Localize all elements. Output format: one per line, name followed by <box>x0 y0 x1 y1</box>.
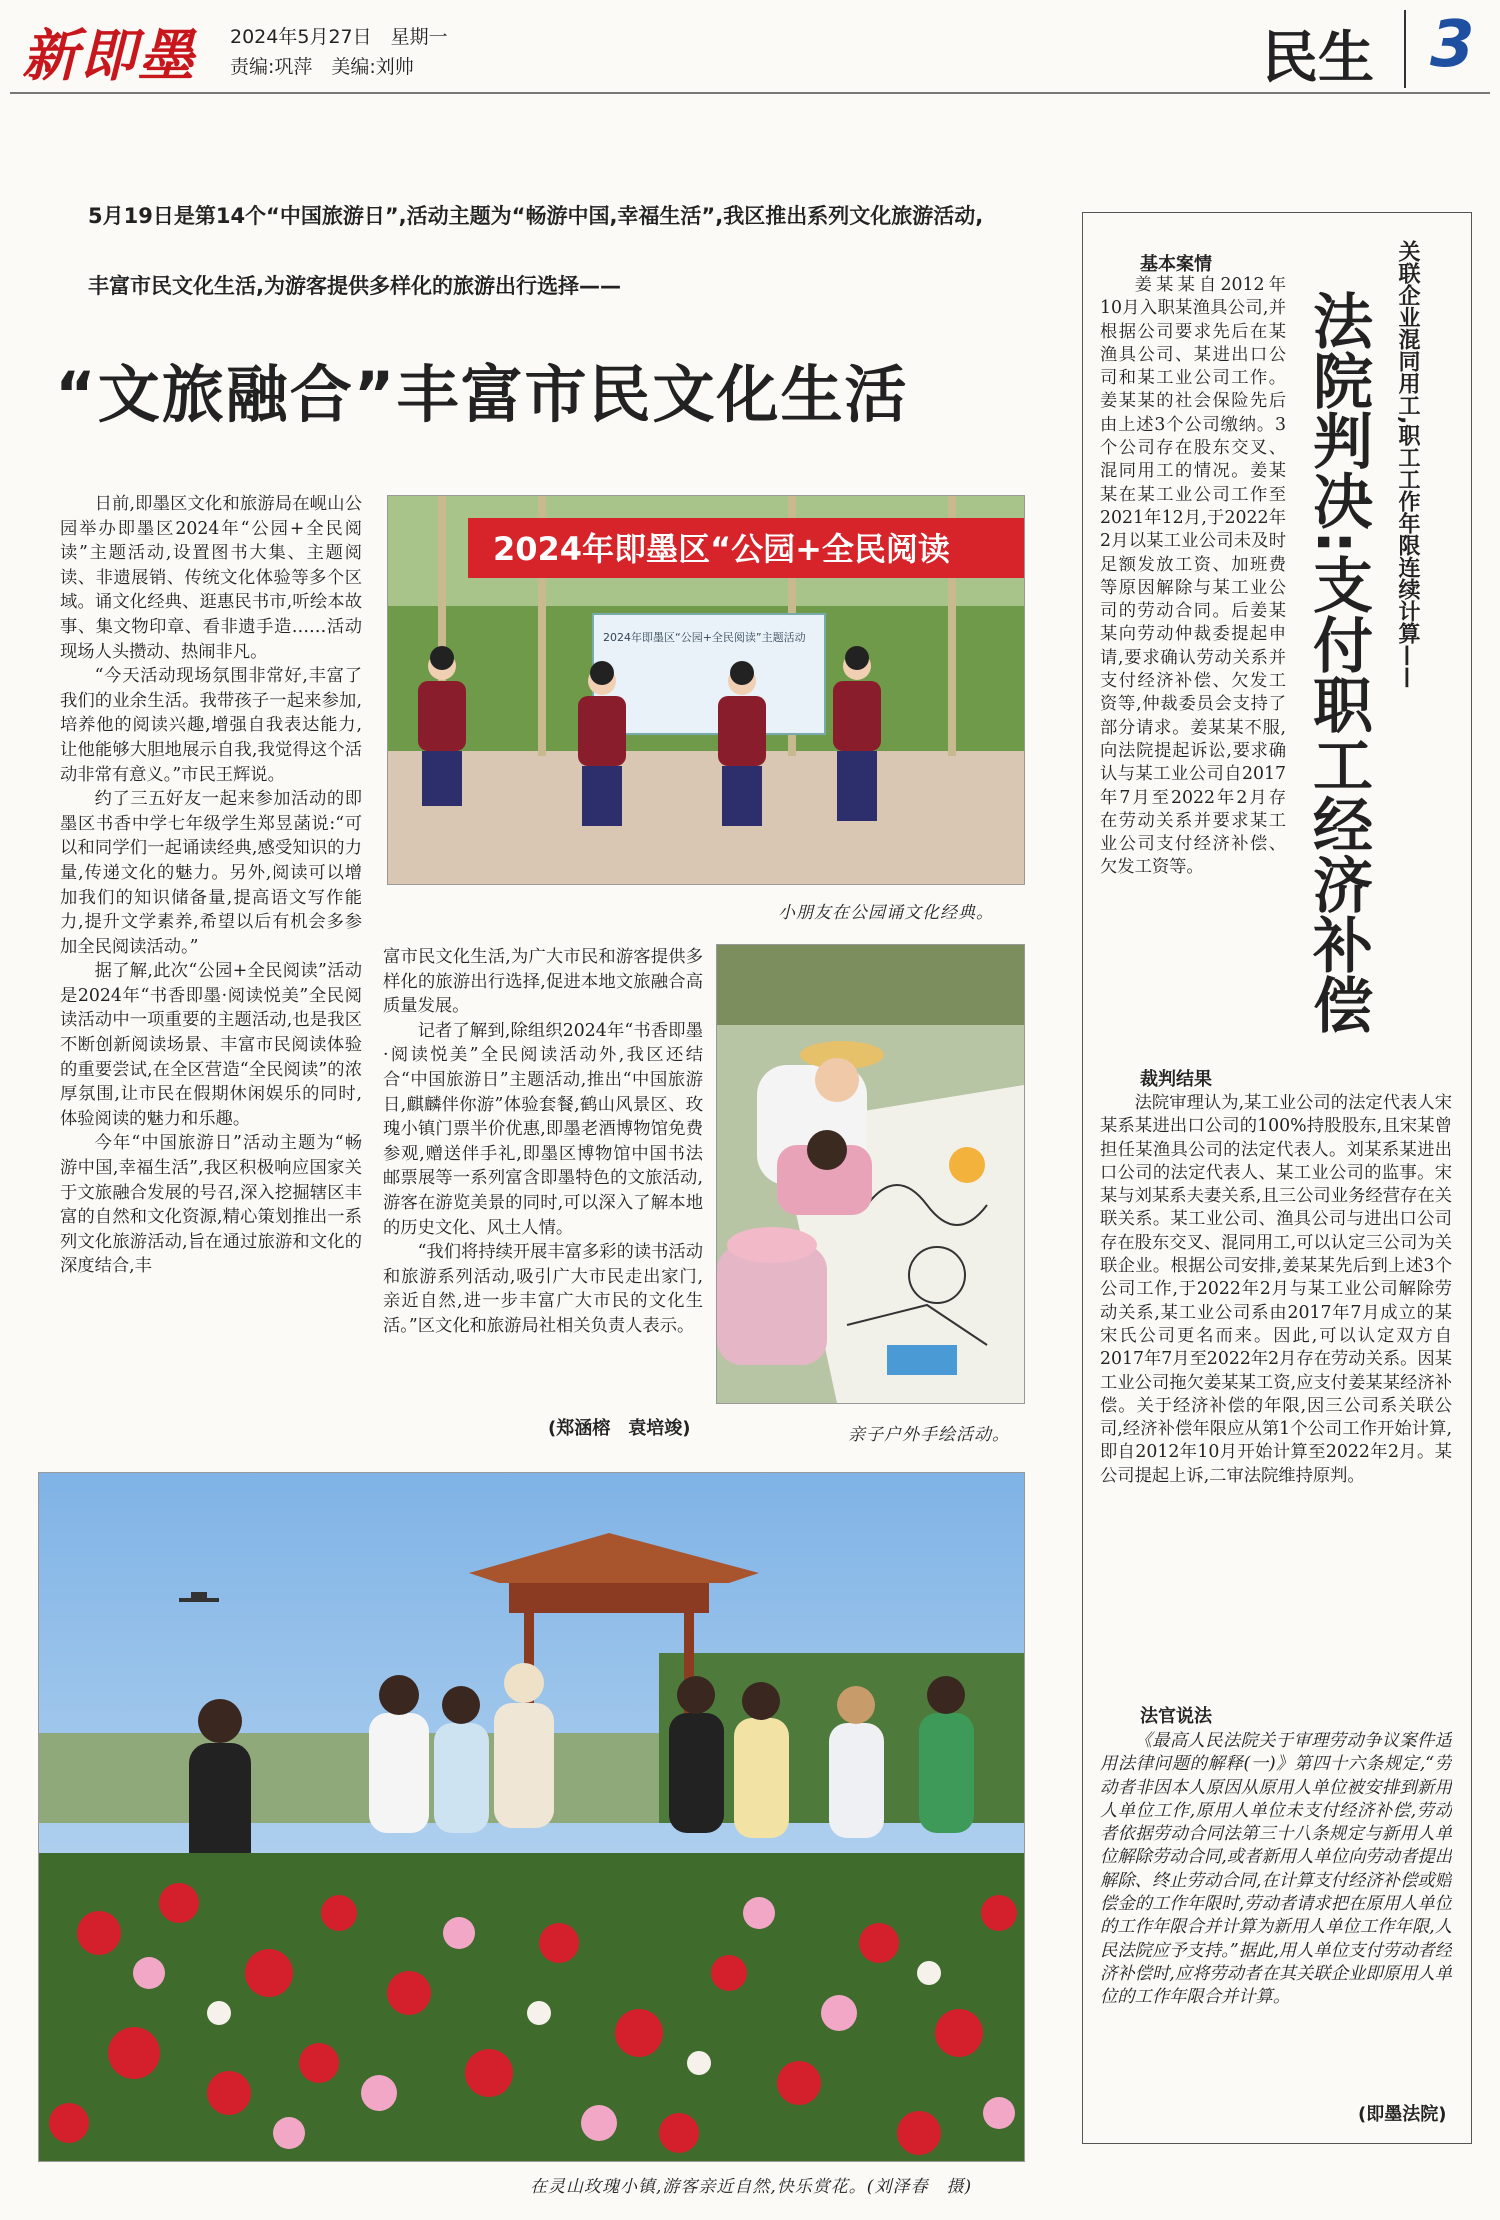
judge-comment-paragraph: 《最高人民法院关于审理劳动争议案件适用法律问题的解释(一)》第四十六条规定,“劳动者非因本人原因从原用人单位被安排到新用人单位工作,原用人单位未支付经济补偿,劳动者依据劳动合同法第三十八条规定与新用人单位解除劳动合同,或者新用人单位向劳动者提出解除、终止劳动合同,在计算支付经济补偿或赔偿金的工作年限时,劳动者请求把在原用人单位的工作年限合并计算为新用人单位工作年限,人民法院应予支持。”据此,用人单位支付劳动者经济补偿时,应将劳动者在其关联企业即原用人单位的工作年限合并计算。 <box>1100 1731 1452 2008</box>
ruling-text <box>1100 1092 1452 1712</box>
story-headline: “文旅融合”丰富市民文化生活 <box>55 358 909 431</box>
basic-facts-paragraph: 姜某某自2012年10月入职某渔具公司,并根据公司要求先后在某渔具公司、某进出口公司和某工业公司工作。姜某某的社会保险先后由上述3个公司缴纳。3个公司存在股东交叉、混同用工的情况。姜某某在某工业公司工作至2021年12月,于2022年2月以某工业公司未及时足额发放工资、加班费等原因解除与某工业公司的劳动合同。后姜某某向劳动仲裁委提起申请,要求确认劳动关系并支付经济补偿、欠发工资等,仲裁委员会支持了部分请求。姜某某不服,向法院提起诉讼,要求确认与某工业公司自2017年7月至2022年2月存在劳动关系并要求某工业公司支付经济补偿、欠发工资等。 <box>1100 275 1286 878</box>
sidebar-kicker: 关联企业混同用工,职工工作年限连续计算—— <box>1395 240 1420 689</box>
section-name: 民生 <box>1262 26 1374 91</box>
issue-date: 2024年5月27日 星期一 <box>230 26 448 48</box>
story-paragraph: 约了三五好友一起来参加活动的即墨区书香中学七年级学生郑昱菡说:“可以和同学们一起诵读经典,感受知识的力量,传递文化的魅力。另外,阅读可以增加我们的知识储备量,提高语文写作能力,提升文学素养,希望以后有机会多参加全民阅读活动。” <box>60 789 362 957</box>
banner-text: 2024年即墨区“公园+全民阅读 <box>493 530 950 568</box>
story-paragraph: “今天活动现场氛围非常好,丰富了我们的业余生活。我带孩子一起来参加,培养他的阅读兴趣,增强自我表达能力,让他能够大胆地展示自我,我觉得这个活动非常有意义。”市民王辉说。 <box>60 666 362 785</box>
story-paragraph: 日前,即墨区文化和旅游局在岘山公园举办即墨区2024年“公园+全民阅读”主题活动,设置图书大集、主题阅读、非遗展销、传统文化体验等多个区域。诵文化经典、逛惠民书市,听绘本故事、集文物印章、看非遗手造……活动现场人头攒动、热闹非凡。 <box>60 494 362 662</box>
story-column-1 <box>60 492 362 1442</box>
photo-children-reciting <box>387 495 1025 885</box>
photo-children-reciting-image <box>388 496 1024 884</box>
photo-outdoor-drawing-image <box>717 945 1024 1403</box>
basic-facts-text <box>1100 274 1286 1064</box>
basic-facts-heading: 基本案情 <box>1140 254 1212 275</box>
newspaper-logo: 新即墨 <box>22 23 196 89</box>
story-paragraph: 据了解,此次“公园+全民阅读”活动是2024年“书香即墨·阅读悦美”全民阅读活动中一项重要的主题活动,也是我区不断创新阅读场景、丰富市民阅读体验的重要尝试,在全区营造“全民阅读”的浓厚氛围,让市民在假期休闲娱乐的同时,体验阅读的魅力和乐趣。 <box>60 961 362 1129</box>
judge-comment-heading: 法官说法 <box>1140 1706 1212 1727</box>
story-paragraph: 记者了解到,除组织2024年“书香即墨·阅读悦美”全民阅读活动外,我区还结合“中国旅游日”主题活动,推出“中国旅游日,麒麟伴你游”体验套餐,鹤山风景区、玫瑰小镇门票半价优惠,即墨老酒博物馆免费参观,赠送伴手礼,即墨区博物馆中国书法邮票展等一系列富含即墨特色的文旅活动,游客在游览美景的同时,可以深入了解本地的历史文化、风土人情。 <box>383 1020 703 1238</box>
header-rule <box>10 92 1490 94</box>
photo3-caption: 在灵山玫瑰小镇,游客亲近自然,快乐赏花。(刘泽春 摄) <box>530 2177 973 2197</box>
story-paragraph: 富市民文化生活,为广大市民和游客提供多样化的旅游出行选择,促进本地文旅融合高质量发展。 <box>383 947 703 1017</box>
header-divider <box>1404 10 1406 88</box>
sidebar-title: 法院判决:支付职工经济补偿 <box>1303 290 1373 1034</box>
photo-rose-garden-image <box>39 1473 1024 2161</box>
page-number: 3 <box>1430 8 1475 82</box>
story-paragraph: “我们将持续开展丰富多彩的读书活动和旅游系列活动,吸引广大市民走出家门,亲近自然,进一步丰富广大市民的文化生活。”区文化和旅游局社相关负责人表示。 <box>383 1242 703 1336</box>
sidebar-source: (即墨法院) <box>1358 2104 1447 2125</box>
photo-rose-garden <box>38 1472 1025 2162</box>
story-lead-line-2: 丰富市民文化生活,为游客提供多样化的旅游出行选择—— <box>88 274 621 298</box>
story-paragraph: 今年“中国旅游日”活动主题为“畅游中国,幸福生活”,我区积极响应国家关于文旅融合发展的号召,深入挖掘辖区丰富的自然和文化资源,精心策划推出一系列文化旅游活动,旨在通过旅游和文化的深度结合,丰 <box>60 1133 362 1277</box>
story-byline: (郑涵榕 袁培竣) <box>548 1418 691 1439</box>
ruling-heading: 裁判结果 <box>1140 1069 1212 1090</box>
editor-credits: 责编:巩萍 美编:刘帅 <box>230 56 414 78</box>
photo-outdoor-drawing <box>716 944 1025 1404</box>
photo2-caption: 亲子户外手绘活动。 <box>848 1425 1010 1445</box>
story-lead-line-1: 5月19日是第14个“中国旅游日”,活动主题为“畅游中国,幸福生活”,我区推出系列文化旅游活动, <box>88 204 984 228</box>
ruling-paragraph: 法院审理认为,某工业公司的法定代表人宋某系某进出口公司的100%持股股东,且宋某曾担任某渔具公司的法定代表人。刘某系某进出口公司的法定代表人、某工业公司的监事。宋某与刘某系夫妻关系,且三公司业务经营存在关联关系。某工业公司、渔具公司与进出口公司存在股东交叉、混同用工,可以认定三公司为关联企业。根据公司安排,姜某某先后到上述3个公司工作,于2022年2月与某工业公司解除劳动关系,某工业公司系由2017年7月成立的某宋氏公司更名而来。因此,可以认定双方自2017年7月至2022年2月存在劳动关系。因某工业公司拖欠姜某某工资,应支付姜某某经济补偿。关于经济补偿的年限,因三公司系关联公司,经济补偿年限应从第1个公司工作开始计算,即自2012年10月开始计算至2022年2月。某公司提起上诉,二审法院维持原判。 <box>1100 1093 1452 1486</box>
story-column-2 <box>383 945 703 1395</box>
board-text: 2024年即墨区“公园+全民阅读”主题活动 <box>603 631 806 644</box>
photo1-caption: 小朋友在公园诵文化经典。 <box>778 903 994 923</box>
judge-comment-text <box>1100 1730 1452 2102</box>
